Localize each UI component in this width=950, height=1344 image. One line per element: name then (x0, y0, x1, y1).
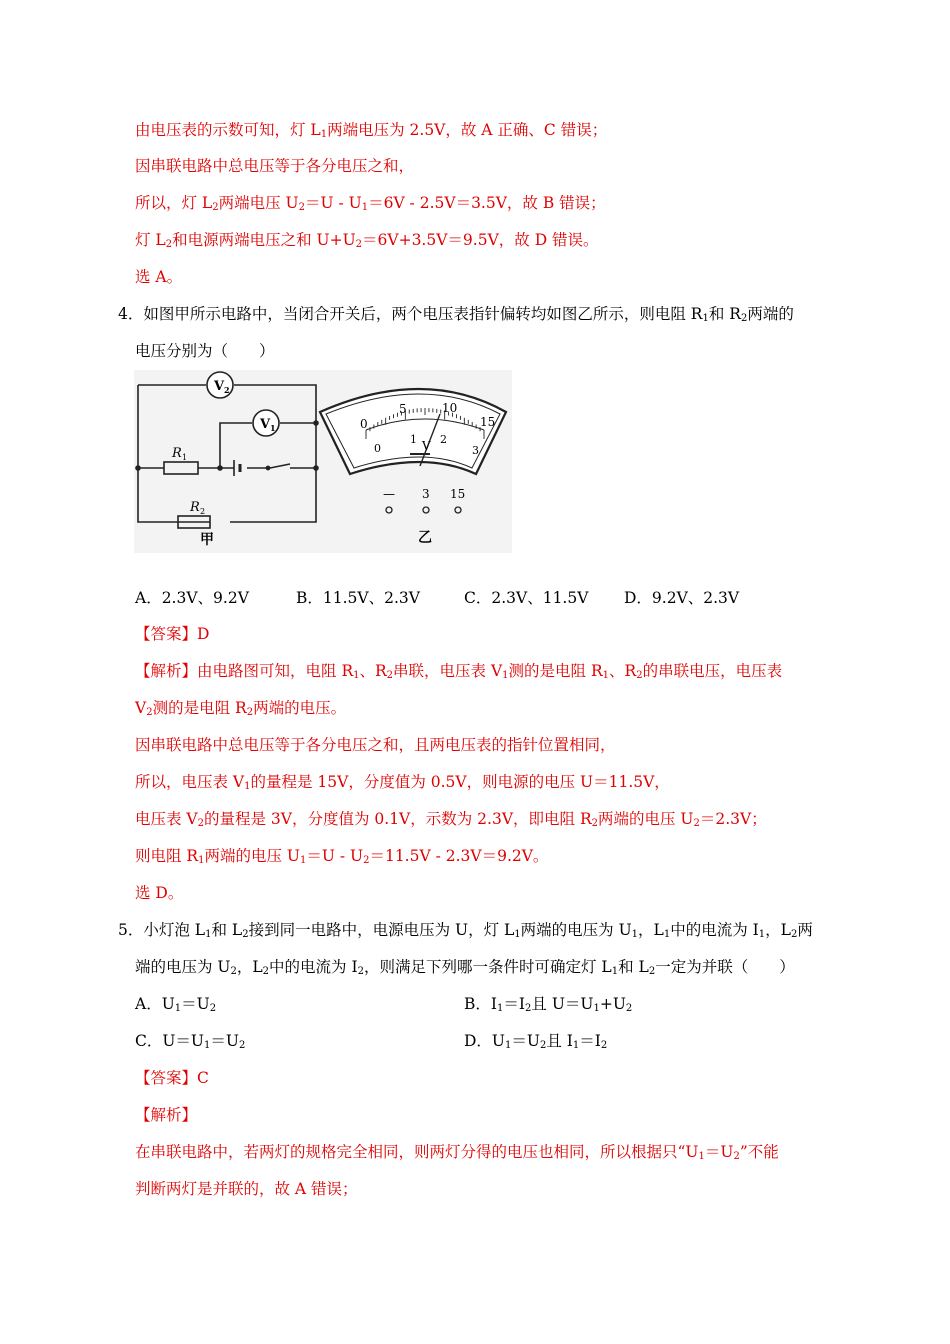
text-run: 且 U＝U (531, 995, 594, 1013)
q5-option-d (464, 1031, 607, 1051)
q5-analysis-line-2: 判断两灯是并联的，故 A 错误； (135, 1180, 358, 1198)
text-run: ＝U (181, 995, 210, 1013)
subscript: 2 (648, 966, 656, 977)
subscript: 2 (242, 929, 249, 940)
q5-stem-line-2 (135, 957, 795, 977)
v2-label: V (214, 379, 225, 394)
q5-analysis-line-1 (135, 1142, 779, 1162)
text-run: ＝U - U (304, 194, 362, 212)
text-run: 则电阻 R (135, 847, 199, 865)
scale-top-5: 5 (399, 402, 407, 416)
q3-analysis-line-1 (135, 120, 607, 140)
text-run: 测的是电阻 R (152, 699, 247, 717)
subscript: 1 (505, 1040, 512, 1051)
subscript: 1 (198, 855, 205, 866)
q3-analysis-line-2: 因串联电路中总电压等于各分电压之和， (135, 157, 415, 175)
subscript: 2 (238, 1040, 246, 1051)
text-run: ＝I (503, 995, 526, 1013)
scale-top-10: 10 (442, 401, 458, 415)
q5-answer: 【答案】C (135, 1069, 209, 1087)
subscript: 2 (539, 1040, 547, 1051)
scale-bottom-3: 3 (472, 444, 479, 457)
subscript: 2 (740, 313, 748, 324)
subscript: 2 (733, 1151, 740, 1162)
text-run: +U (599, 995, 626, 1013)
text-run: ＝U (210, 1032, 239, 1050)
q5-analysis-tag: 【解析】 (135, 1106, 198, 1124)
subscript: 2 (363, 855, 370, 866)
text-run: 和 L (618, 958, 649, 976)
q4-analysis-line-4 (135, 772, 670, 792)
r1-resistor (164, 462, 198, 474)
q4-analysis-line-5 (135, 809, 767, 829)
text-run: ＝U (511, 1032, 540, 1050)
subscript: 2 (790, 929, 798, 940)
text-run: 串联，电压表 V (393, 662, 503, 680)
text-run: 两端的 (747, 305, 794, 323)
subscript: 2 (636, 670, 643, 681)
scale-bottom-0: 0 (374, 442, 381, 455)
q5-stem-line-1 (118, 920, 813, 940)
subscript: 1 (204, 1040, 211, 1051)
text-run: 电压表 V (135, 810, 198, 828)
text-run: 的量程是 15V，分度值为 0.5V，则电源的电压 U＝11.5V， (250, 773, 670, 791)
subscript: 1 (514, 929, 521, 940)
r1-label: R (172, 446, 182, 461)
text-run: 5．小灯泡 L (118, 921, 206, 939)
subscript: 1 (593, 1003, 600, 1014)
subscript: 1 (502, 670, 509, 681)
text-run: 且 I (546, 1032, 573, 1050)
q4-option-c: C．2.3V、11.5V (464, 589, 589, 607)
subscript: 2 (262, 966, 270, 977)
subscript: 2 (246, 707, 254, 718)
text-run: 两端电压 U (218, 194, 299, 212)
q4-conclusion: 选 D。 (135, 884, 184, 902)
text-run: 和电源两端电压之和 U+U (172, 231, 356, 249)
text-run: 两端的电压。 (253, 699, 347, 717)
terminal-3-label: 3 (422, 487, 430, 501)
text-run: 的量程是 3V，分度值为 0.1V，示数为 2.3V，即电阻 R (204, 810, 592, 828)
v2-sub: 2 (224, 385, 230, 395)
q4-analysis-line-1: 【解析】由电路图可知，电阻 $R_1$、$R_2$串联，电压表 $V_1$测的是电阻 $R_1$、$R_2$的串联电压，电压表 (135, 662, 783, 681)
subscript: 2 (693, 818, 700, 829)
text-run: ＝U - U (306, 847, 364, 865)
v1-sub: 1 (270, 423, 276, 433)
terminal-15-label: 15 (450, 487, 466, 501)
q3-conclusion: 选 A。 (135, 268, 183, 286)
subscript: 2 (230, 966, 237, 977)
q4-analysis-line-2 (135, 698, 346, 718)
text-run: 4．如图甲所示电路中，当闭合开关后，两个电压表指针偏转均如图乙所示，则电阻 R (118, 305, 703, 323)
scale-bottom-2: 2 (440, 433, 447, 446)
q5-option-b (464, 994, 632, 1014)
text-run: 测的是电阻 R (508, 662, 603, 680)
subscript: 2 (386, 670, 394, 681)
subscript: 2 (212, 202, 219, 213)
text-run: ”不能 (739, 1143, 779, 1161)
q4-option-b: B．11.5V、2.3V (296, 589, 420, 607)
text-run: 、R (359, 662, 387, 680)
text-run: ＝6V - 2.5V＝3.5V，故 B 错误； (368, 194, 606, 212)
text-run: ＝6V+3.5V＝9.5V，故 D 错误。 (362, 231, 599, 249)
text-run: 中的电流为 I (670, 921, 759, 939)
text-run: 中的电流为 I (269, 958, 358, 976)
subscript: 1 (631, 929, 639, 940)
text-run: 两端电压为 2.5V，故 A 正确、C 错误； (327, 121, 608, 139)
text-run: 两端的电压 U (598, 810, 694, 828)
switch-pivot (266, 466, 269, 469)
text-run: 和 R (708, 305, 741, 323)
text-run: V (135, 699, 147, 717)
text-run: 两端的电压 U (204, 847, 300, 865)
text-run: ＝11.5V - 2.3V＝9.2V。 (369, 847, 549, 865)
subscript: 1 (663, 929, 671, 940)
subscript: 2 (355, 239, 363, 250)
q4-option-a: A．2.3V、9.2V (135, 589, 249, 607)
subscript: 1 (320, 129, 328, 140)
subscript: 1 (758, 929, 766, 940)
q5-option-c (135, 1031, 245, 1051)
q4-analysis-line-6 (135, 846, 548, 866)
text-run: ＝U (704, 1143, 734, 1161)
text-run: 所以，电压表 V (135, 773, 245, 791)
text-run: D．U (464, 1032, 505, 1050)
text-run: ，L (638, 921, 664, 939)
terminal-15 (455, 507, 461, 513)
subscript: 1 (698, 1151, 705, 1162)
q4-option-d: D．9.2V、2.3V (624, 589, 740, 607)
q3-analysis-line-4 (135, 230, 599, 250)
text-run: 两 (797, 921, 813, 939)
scale-top-15: 15 (480, 415, 496, 429)
text-run: A．U (135, 995, 175, 1013)
scale-bottom-1: 1 (410, 433, 417, 446)
subscript: 2 (525, 1003, 532, 1014)
text-run: 端的电压为 U (135, 958, 231, 976)
subscript: 1 (353, 670, 360, 681)
text-run: 两端的电压为 U (520, 921, 632, 939)
meter-caption: 乙 (418, 530, 432, 546)
text-run: 和 L (211, 921, 243, 939)
text-run: 、R (609, 662, 637, 680)
q5-option-a (135, 994, 216, 1014)
text-run: 的串联电压，电压表 (642, 662, 783, 680)
terminal-minus (386, 507, 392, 513)
subscript: 1 (572, 1040, 580, 1051)
r1-sub: 1 (182, 453, 188, 462)
q3-analysis-line-3 (135, 193, 606, 213)
q4-answer: 【答案】D (135, 625, 210, 643)
text-run: 接到同一电路中，电源电压为 U，灯 L (248, 921, 515, 939)
voltmeter-dial (320, 389, 506, 474)
text-run: 由电路图可知，电阻 R (197, 662, 354, 680)
subscript: 2 (600, 1040, 608, 1051)
scale-top-0: 0 (360, 417, 368, 431)
text-run: 由电压表的示数可知，灯 L (135, 121, 321, 139)
subscript: 1 (602, 670, 610, 681)
text-run: 所以，灯 L (135, 194, 213, 212)
terminal-minus-label: — (383, 487, 395, 501)
subscript: 1 (361, 202, 369, 213)
text-run: 一定为并联（ ） (655, 958, 795, 976)
text-run: ，则满足下列哪一条件时可确定灯 L (363, 958, 612, 976)
subscript: 2 (146, 707, 153, 718)
subscript: 2 (197, 818, 204, 829)
q4-analysis-line-3: 因串联电路中总电压等于各分电压之和，且两电压表的指针位置相同， (135, 736, 616, 754)
circuit-diagram (136, 385, 318, 528)
meter-unit: V (422, 439, 431, 453)
subscript: 1 (702, 313, 709, 324)
q4-stem-line-1 (118, 304, 794, 324)
text-run: 灯 L (135, 231, 166, 249)
subscript: 1 (205, 929, 212, 940)
text-run: ，L (236, 958, 263, 976)
r2-label: R (190, 500, 200, 515)
subscript: 1 (497, 1003, 504, 1014)
subscript: 2 (298, 202, 305, 213)
text-run: ＝2.3V； (699, 810, 767, 828)
subscript: 1 (174, 1003, 182, 1014)
subscript: 2 (165, 239, 173, 250)
v1-label: V (260, 417, 271, 432)
text-run: B．I (464, 995, 498, 1013)
subscript: 2 (591, 818, 598, 829)
subscript: 1 (611, 966, 619, 977)
subscript: 2 (625, 1003, 633, 1014)
outer-wire (138, 385, 316, 522)
subscript: 2 (209, 1003, 217, 1014)
text-run: 在串联电路中，若两灯的规格完全相同，则两灯分得的电压也相同，所以根据只“U (135, 1143, 699, 1161)
text-run: ，L (765, 921, 791, 939)
text-run: C．U＝U (135, 1032, 204, 1050)
subscript: 1 (244, 781, 251, 792)
circuit-caption: 甲 (200, 532, 214, 548)
subscript: 2 (357, 966, 364, 977)
terminal-3 (423, 507, 429, 513)
r2-sub: 2 (200, 507, 206, 516)
circuit-and-meter-diagram (134, 370, 512, 553)
q4-stem-line-2: 电压分别为（ ） (135, 342, 275, 360)
q4-figure (134, 370, 512, 553)
text-run: ＝I (579, 1032, 601, 1050)
subscript: 1 (299, 855, 307, 866)
